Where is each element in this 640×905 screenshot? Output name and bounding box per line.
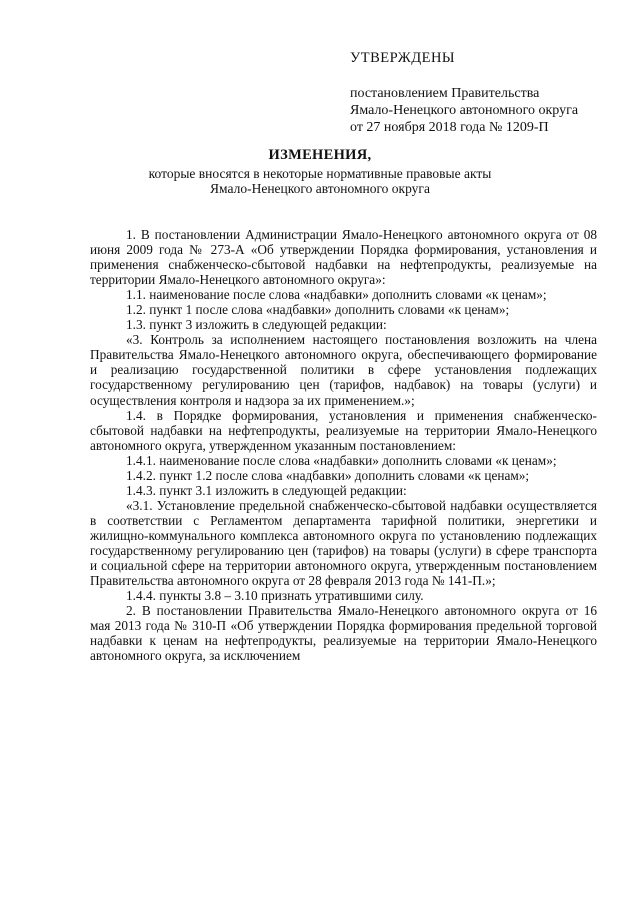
paragraph: 1.4.2. пункт 1.2 после слова «надбавки» дополнить словами «к ценам»; bbox=[126, 467, 530, 483]
approval-heading: УТВЕРЖДЕНЫ bbox=[350, 50, 456, 66]
paragraph: «3.1. Установление предельной снабженческо-сбытовой надбавки осуществляется в соответствии с Регламентом департамента тарифной политики, энергетики и жилищно-коммунального комплекса автономного округа по установлению подлежащих государственному регулированию цен (тарифов) на товары (услуги) в сфере транспорта и социальной сфере на территории автономного округа, утвержденным постановлением Правительства автономного округа от 28 февраля 2013 года № 141-П.»; bbox=[90, 497, 597, 589]
paragraph: 2. В постановлении Правительства Ямало-Ненецкого автономного округа от 16 мая 2013 года № 310-П «Об утверждении Порядка формирования предельной торговой надбавки к ценам на нефтепродукты, реализуемые на территории Ямало-Ненецкого автономного округа, за исключением bbox=[90, 603, 597, 664]
approval-line: постановлением Правительства bbox=[350, 86, 540, 101]
approval-line: Ямало-Ненецкого автономного округа bbox=[350, 103, 579, 118]
paragraph: 1.3. пункт 3 изложить в следующей редакции: bbox=[126, 317, 387, 333]
paragraph: 1.1. наименование после слова «надбавки» дополнить словами «к ценам»; bbox=[126, 287, 547, 303]
paragraph: 1.4.4. пункты 3.8 – 3.10 признать утратившими силу. bbox=[126, 588, 424, 604]
document-title: ИЗМЕНЕНИЯ, bbox=[268, 147, 372, 163]
approval-stamp bbox=[350, 50, 630, 136]
paragraph: 1.4.1. наименование после слова «надбавки» дополнить словами «к ценам»; bbox=[126, 452, 557, 468]
paragraph: «3. Контроль за исполнением настоящего постановления возложить на члена Правительства Ямало-Ненецкого автономного округа, обеспечивающего формирование и реализацию государственной политики в сфере установления подлежащих государственному регулированию цен (тарифов, надбавок) на товары (услуги) и осуществления контроля и надзора за их применением.»; bbox=[90, 332, 597, 408]
paragraph: 1.4. в Порядке формирования, установления и применения снабженческо-сбытовой надбавки на нефтепродукты, реализуемые на территории Ямало-Ненецкого автономного округа, утвержденном указанным постановлением: bbox=[90, 407, 597, 453]
paragraph: 1. В постановлении Администрации Ямало-Ненецкого автономного округа от 08 июня 2009 года № 273-А «Об утверждении Порядка формирования, установления и применения снабженческо-сбытовой надбавки на нефтепродукты, реализуемые на территории Ямало-Ненецкого автономного округа»: bbox=[90, 227, 597, 288]
paragraph: 1.4.3. пункт 3.1 изложить в следующей редакции: bbox=[126, 482, 407, 498]
document-subtitle: которые вносятся в некоторые нормативные правовые акты bbox=[148, 165, 492, 181]
document-body bbox=[90, 227, 597, 663]
document-subtitle: Ямало-Ненецкого автономного округа bbox=[210, 181, 430, 196]
document-title-block bbox=[60, 148, 580, 197]
paragraph: 1.2. пункт 1 после слова «надбавки» дополнить словами «к ценам»; bbox=[126, 302, 510, 318]
approval-line: от 27 ноября 2018 года № 1209-П bbox=[350, 120, 549, 135]
